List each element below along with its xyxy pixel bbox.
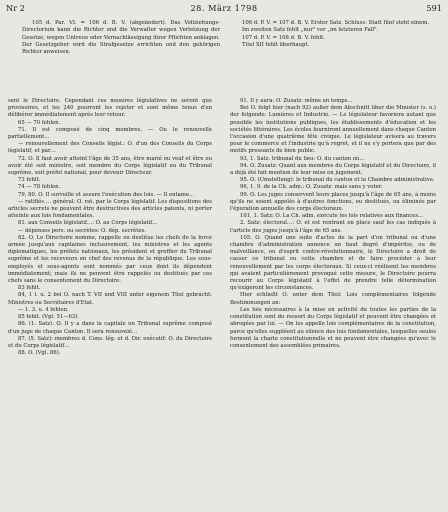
paragraph: 95. O. (Umstellung): le tribunal du canton et la Chambre administrative. [240,177,435,184]
paragraph: Les lois nécessaires à la mise en activité de toutes les parties de la constitution sont du ressort du Corps législatif et peuvent être changées et abrogées par lui. — On les appelle lois complémentaires de la constitution, parce qu'elles suppléent au silence des lois fondamentales, lesquelles seules forment la charte constitutionnelle et ne peuvent être changées qu'avec le consentement des assemblées primaires. [230,306,436,349]
paragraph: 105. O. Quand une suite d'actes de la part d'un tribunal ou d'une chambre d'administration annonce un haut degré d'impéritie, ou de malveillance, ou d'esprit contre-révolutionnaire, le Directoire a droit de casser ce tribunal ou cette chambre et de faire procéder à leur renouvellement par les corps électoraux. Si ceux-ci réélisent les membres qui avaient particulièrement provoqué cette mesure, le Directoire pourra recourir au Corps législatif à l'effet de prendre telle détermination qu'exigeront les circonstances. [230,234,436,292]
paragraph: 72. O. Il faut avoir atteint l'âge de 35 ans, être marié ou veuf et être ou avoir été soit ministre, soit membre du Corps législatif ou du Tribunal suprême, soit préfet national, pour devenir Directeur. [8,155,212,177]
paragraph: 91. Il y aura: O. Zusatz: même en temps… [240,98,353,104]
paragraph: Bei O. folgt hier (nach 92) außer dem Abschnitt über die Minister (s. o.) der folgende: Lumières et Industrie. — Le législateur favoriera autant que possible les institutions publiques, les établissements d'éducation et les sociétés littéraires. Les écoles fourniront annuellement dans chaque Canton l'occasion d'une quatrième fête civique. Le législateur avisera au travers pour le commerce et l'industrie qu'à regret, et il ne s'y portera que par des motifs pressants de bien public. [230,105,436,155]
paragraph: Im zweiten Satz fehlt „nur" vor „im letzteren Fall". [242,27,379,34]
top-left-note [22,20,220,56]
paragraph: 105 d. Par. VI. = 106 d. B. V. (abgeändert). Das Vollziehungs-Directorium kann die Richter und die Verwalter wegen Verletzung der Gesetze, wegen Untreue oder Vernachlässigung ihrer Pflichten anklagen. Der Gesetzgeber wird die Strafgesetze errichten und den gehörigen Richter anweisen. [22,20,220,56]
paragraph: 87. (5. Satz): membres d. Cons. lég. et d. Dir. exécutif: O. du Directoire et du Corps législatif… [8,335,212,349]
paragraph: — dépenses pers. ou secrètes: O. dép. secrètes. [18,227,146,234]
paragraph: 94. O. Zusatz: Quant aux membres du Corps législatif et du Directoire, il a déjà été fait mention de leur mise en jugement. [230,162,436,177]
top-right-note [232,20,432,49]
paragraph: 83 fehlt. [18,285,41,292]
paragraph: Hier schließt O. unter dem Titel: Lois complémentaires folgende Bestimmungen an: [230,292,436,306]
paragraph: 73 fehlt. [18,177,41,184]
page-date: 28. März 1798 [190,3,258,13]
paragraph: — ratifiés … général: O. rat. par le Corps législatif. Les dispositions des articles secrets ne peuvent être destructives des articles patents, ni porter atteinte aux lois fondamentales. [8,198,212,220]
paragraph: 86. (1. Satz). O. Il y a dans la capitale un Tribunal suprême composé d'un juge de chaque Canton. Il sera renouvelé… [8,321,212,335]
paragraph: 96, 1. 9. de la Ch. adm.: O. Zusatz: mais sans y voter. [240,184,383,191]
paragraph: 101, 1. Satz: O. La Ch. adm. exécute les lois relatives aux finances… [240,213,424,220]
paragraph: 71. Il est composé de cinq membres. — Ou le renouvelle partiellement… [8,126,212,141]
right-column [230,98,436,350]
paragraph: 93, 1. Satz. tribunal du lieu: O. du canton où… [240,155,365,162]
paragraph: — renouvellement des Conseils législ.: O. d'un des Conseils du Corps législatif, et par… [8,141,212,155]
paragraph: 88. O. (Vgl. 86). [18,350,61,357]
paragraph: 84, 1 l. u. 2 bei O. nach T. VII und VIII unter eigenem Titel gebracht: Ministres ou Secrétaires d'Etat. [8,292,212,306]
paragraph: 99. O. Les juges conservent leurs places jusqu'à l'âge de 65 ans, à moins qu'ils ne soient appelés à d'autres fonctions, ou destitués, ou éliminés par l'épuration annuelle des corps électoraux. [230,191,436,213]
paragraph: sent le Directoire. Cependant ces mesures législatives ne seront que provisoires, et les 240 pourront les rejeter et sont même tenus d'en délibérer immédiatement après leur retour. [8,98,212,119]
paragraph: 106 d. P. V. = 107 d. B. V. Erster Satz. Schluss: Statt fünf steht einem. [242,20,430,26]
paragraph: 79, 80. O. Il surveille et assure l'exécution des lois. — Il entame… [18,191,195,198]
paragraph: 107 d. P. V. = 108 d. B. V. fehlt. [242,34,325,41]
paragraph: 81. aux Conseils législatif…: O. au Corps législatif… [18,220,158,227]
issue-number: Nr 2 [6,3,25,13]
left-column [8,98,212,357]
paragraph: — 1. 3. u. 4 fehlen. [18,306,69,313]
paragraph: 2. Satz: électoral…: O. et est rentrant en place sauf les cas indiqués à l'article des juges jusqu'à l'âge de 65 ans. [230,220,436,234]
page-number: 591 [426,3,442,13]
paragraph: 85 fehlt. (Vgl. 51—63). [18,314,79,321]
paragraph: Titel XII fehlt überhaupt. [242,41,310,48]
paragraph: 65 — 70 fehlen. [18,119,61,126]
paragraph: 74 — 78 fehlen. [18,184,61,191]
paragraph: 82. O. Le Directoire nomme, rappelle ou destitue les chefs de la force armée jusqu'aux capitaines inclusivement, les ministres et les agents diplomatiques, les préfets nationaux, les président et greffier du Tribunal suprême et les receveurs en chef des revenus de la république. Les sous-employés et sous-agents sont nommés par ceux dont ils dépendent immédiatement; mais ils ne peuvent être rappelés ou destitués par ces chefs sans le consentement du Directoire. [8,234,212,285]
